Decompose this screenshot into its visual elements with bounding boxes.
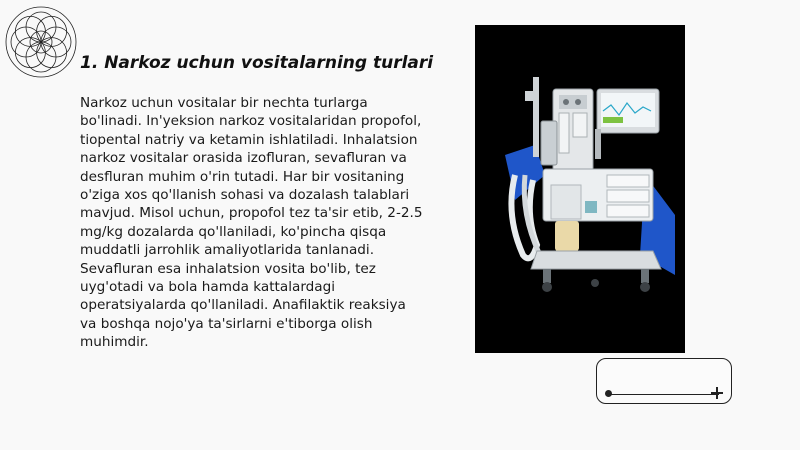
slide-paragraph: Narkoz uchun vositalar bir nechta turlarga bo'linadi. In'yeksion narkoz vositalaridan propofol, tiopental natriy va ketamin ishlatiladi. Inhalatsion narkoz vositalar orasida izofluran, sevafluran va desfluran muhim o'rin tutadi. Har bir vositaning o'ziga xos qo'llanish sohasi va dozalash talablari mavjud. Misol uchun, propofol tez ta'sir etib, 2-2.5 mg/kg dozalarda qo'llaniladi, ko'pincha qisqa muddatli jarrohlik amaliyotlarida tanlanadi. Sevafluran esa inhalatsion vosita bo'lib, tez uyg'otadi va bola hamda kattalardagi operatsiyalarda qo'llaniladi. Anafilaktik reaksiya va boshqa nojo'ya ta'sirlarni e'tiborga olish muhimdir. — [80, 95, 423, 351]
dot-icon[interactable] — [605, 390, 612, 397]
slider-track — [609, 394, 719, 395]
anesthesia-machine-image — [475, 25, 685, 353]
geometric-circle-pattern-icon — [4, 5, 78, 79]
slide-title: 1. Narkoz uchun vositalarning turlari — [80, 53, 434, 73]
progress-slider[interactable] — [596, 358, 732, 404]
plus-icon[interactable] — [710, 386, 724, 400]
